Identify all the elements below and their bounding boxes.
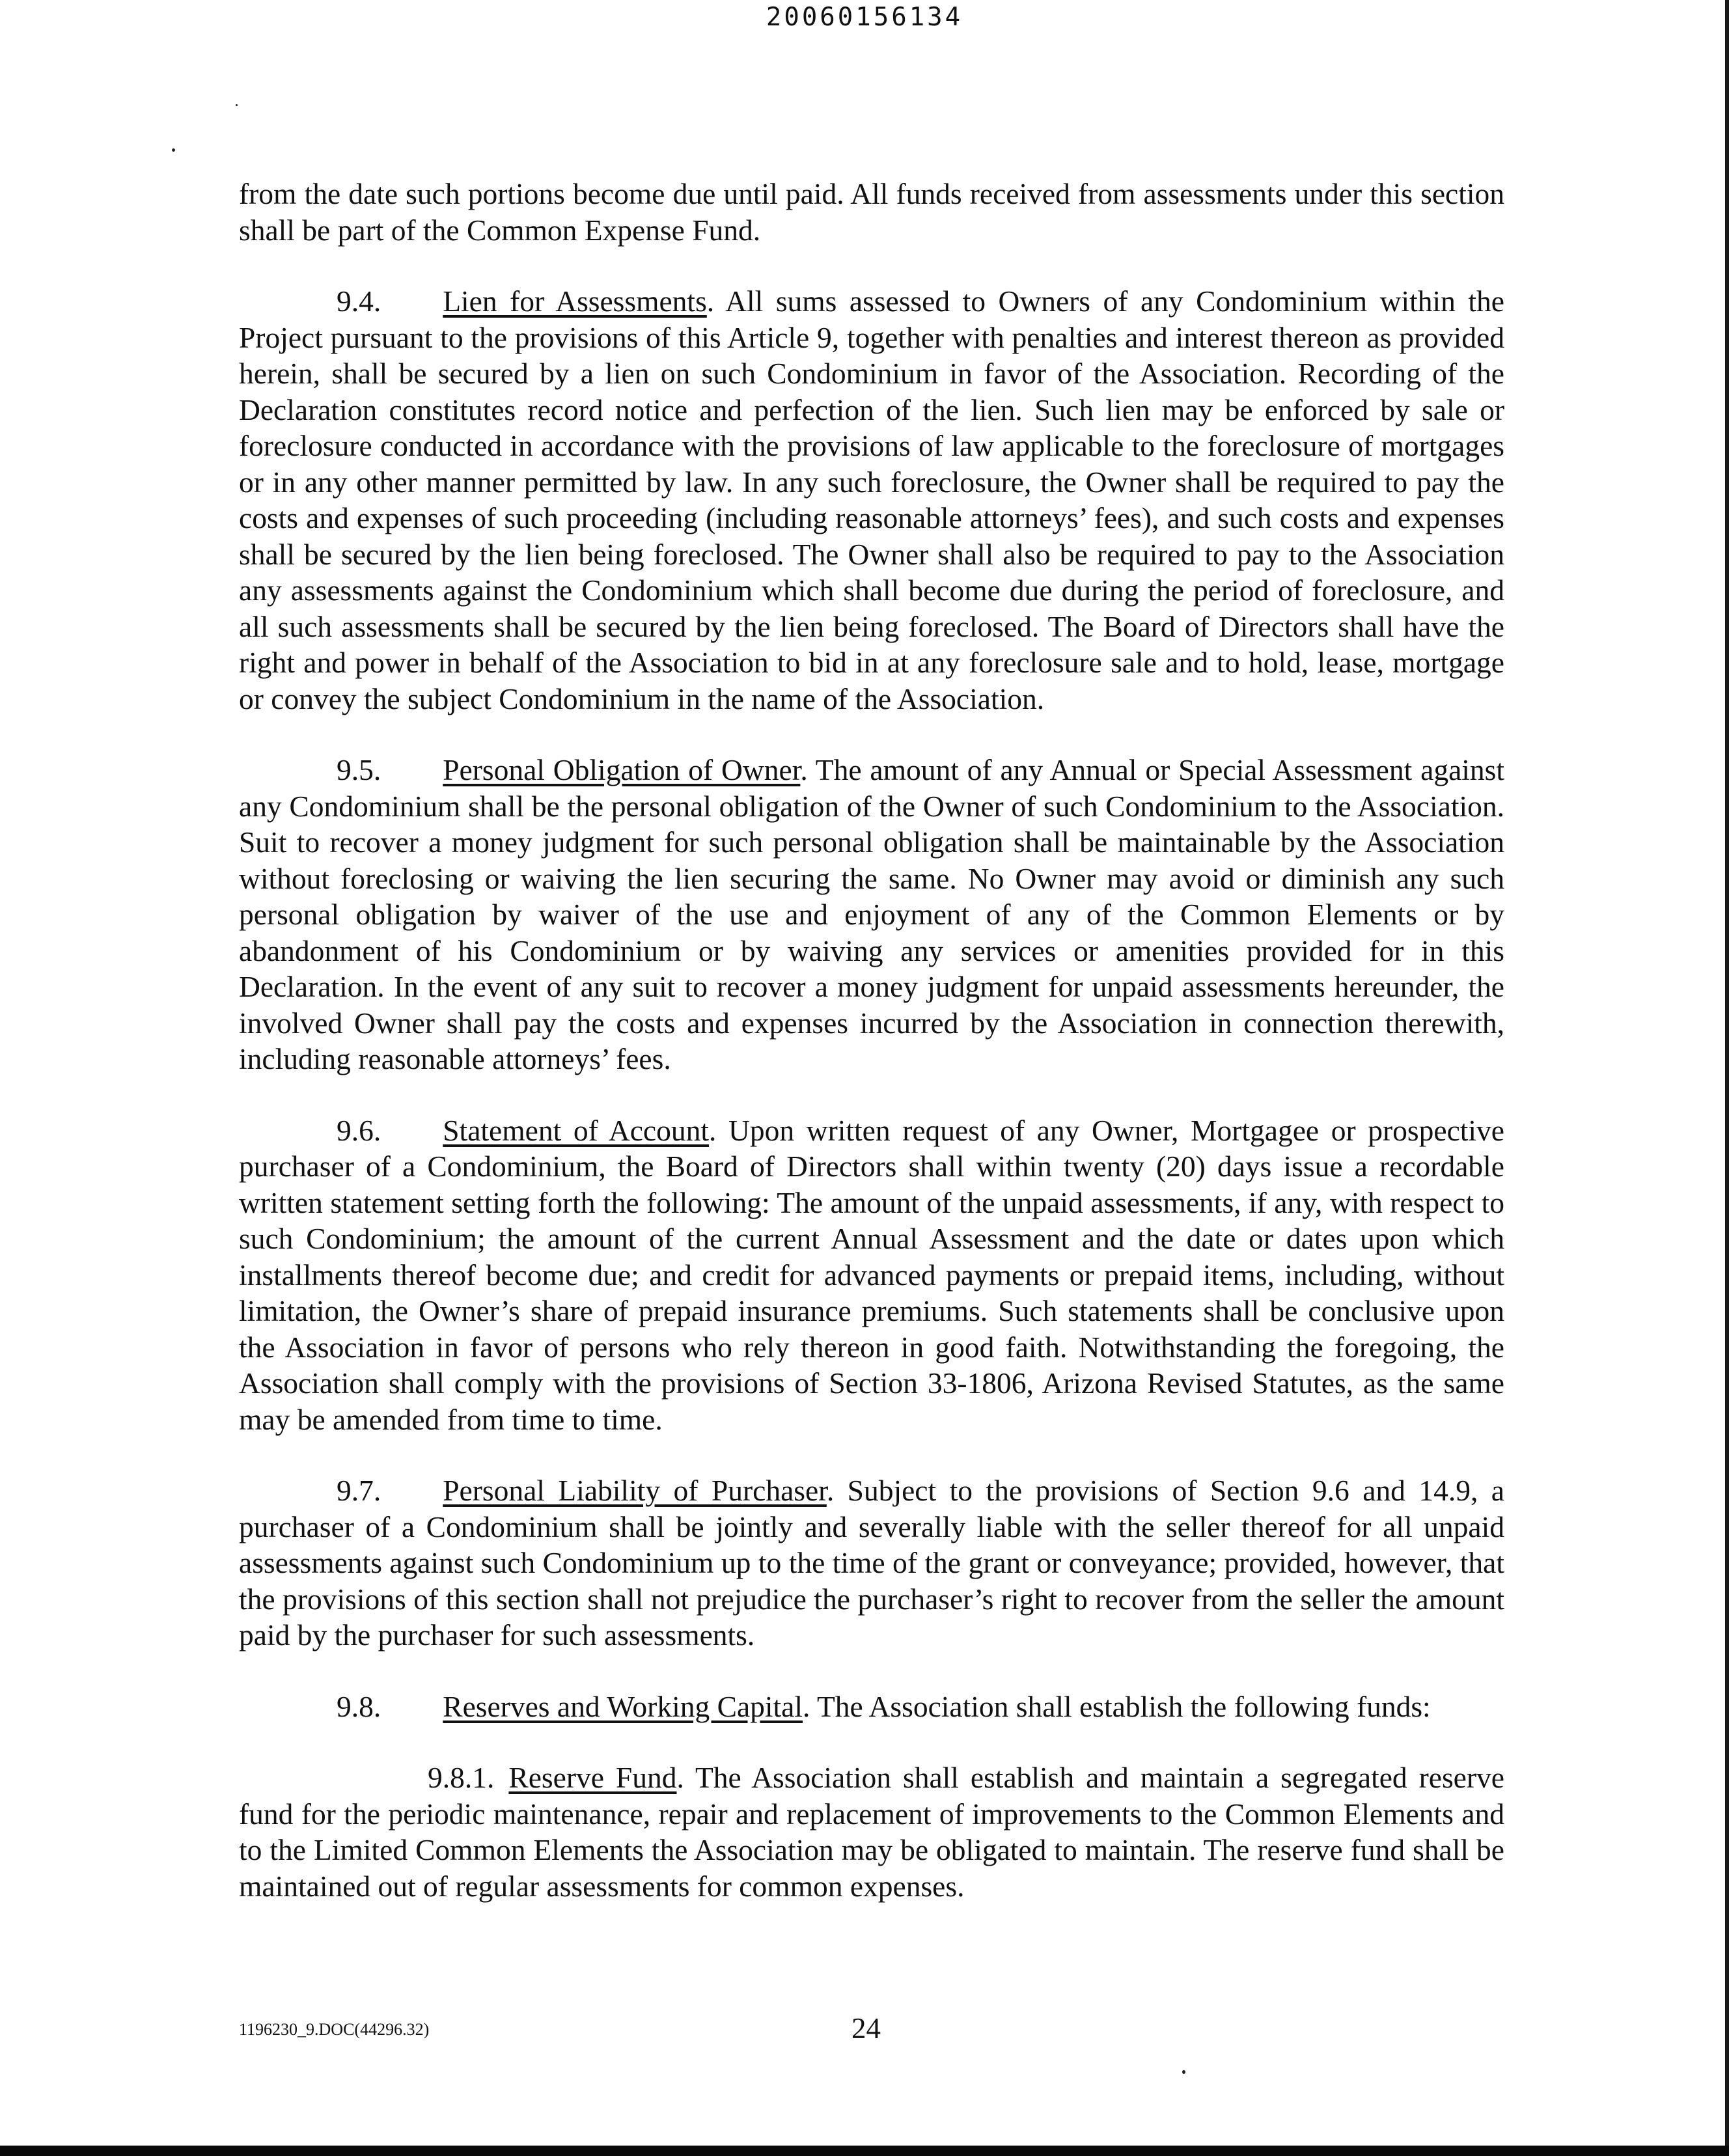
scan-bottom-border	[0, 2146, 1729, 2156]
section-9-8	[239, 1689, 1504, 1725]
scan-speck	[172, 148, 175, 152]
subsection-title: Reserve Fund	[508, 1761, 677, 1794]
section-text: . The amount of any Annual or Special Assessment against any Condominium shall be the personal obligation of the Owner of such Condominium to the Association. Suit to recover a money judgment for such personal obligation shall be maintainable by the Association without foreclosing or waiving the lien securing the same. No Owner may avoid or diminish any such personal obligation by waiver of the use and enjoyment of any of the Common Elements or by abandonment of his Condominium or by waiving any services or amenities provided for in this Declaration. In the event of any suit to recover a money judgment for unpaid assessments hereunder, the involved Owner shall pay the costs and expenses incurred by the Association in connection therewith, including reasonable attorneys’ fees.	[239, 753, 1504, 1075]
scan-edge-border	[1725, 0, 1729, 2156]
intro-paragraph: from the date such portions become due until paid. All funds received from assessments under this section shall be part of the Common Expense Fund.	[239, 177, 1504, 247]
section-title: Statement of Account	[443, 1113, 709, 1147]
section-title: Personal Obligation of Owner	[443, 753, 801, 786]
document-body	[239, 176, 1504, 1939]
scan-speck	[1182, 2070, 1185, 2074]
subsection-9-8-1	[239, 1760, 1504, 1904]
section-9-5	[239, 752, 1504, 1077]
section-number: 9.5.	[337, 753, 381, 786]
section-number: 9.7.	[337, 1474, 381, 1507]
page-number: 24	[851, 2012, 881, 2045]
section-number: 9.6.	[337, 1113, 381, 1147]
section-number: 9.8.	[337, 1689, 381, 1723]
section-9-7	[239, 1472, 1504, 1653]
subsection-number: 9.8.1.	[428, 1761, 495, 1794]
scan-speck	[236, 104, 238, 106]
section-title: Personal Liability of Purchaser	[443, 1474, 827, 1507]
section-title: Reserves and Working Capital	[443, 1689, 803, 1723]
section-text: . All sums assessed to Owners of any Condominium within the Project pursuant to the provisions of this Article 9, together with penalties and interest thereon as provided herein, shall be secured by a lien on such Condominium in favor of the Association. Recording of the Declaration constitutes record notice and perfection of the lien. Such lien may be enforced by sale or foreclosure conducted in accordance with the provisions of law applicable to the foreclosure of mortgages or in any other manner permitted by law. In any such foreclosure, the Owner shall be required to pay the costs and expenses of such proceeding (including reasonable attorneys’ fees), and such costs and expenses shall be secured by the lien being foreclosed. The Owner shall also be required to pay to the Association any assessments against the Condominium which shall become due during the period of foreclosure, and all such assessments shall be secured by the lien being foreclosed. The Board of Directors shall have the right and power in behalf of the Association to bid in at any foreclosure sale and to hold, lease, mortgage or convey the subject Condominium in the name of the Association.	[239, 284, 1504, 715]
document-number: 20060156134	[766, 3, 963, 32]
subsection-text: . The Association shall establish and maintain a segregated reserve fund for the periodic maintenance, repair and replacement of improvements to the Common Elements and to the Limited Common Elements the Association may be obligated to maintain. The reserve fund shall be maintained out of regular assessments for common expenses.	[239, 1761, 1504, 1903]
section-text: . Subject to the provisions of Section 9.6 and 14.9, a purchaser of a Condominium shall be jointly and severally liable with the seller thereof for all unpaid assessments against such Condominium up to the time of the grant or conveyance; provided, however, that the provisions of this section shall not prejudice the purchaser’s right to recover from the seller the amount paid by the purchaser for such assessments.	[239, 1474, 1505, 1652]
section-9-4	[239, 283, 1504, 717]
section-text: . Upon written request of any Owner, Mortgagee or prospective purchaser of a Condominium, the Board of Directors shall within twenty (20) days issue a recordable written statement setting forth the following: The amount of the unpaid assessments, if any, with respect to such Condominium; the amount of the current Annual Assessment and the date or dates upon which installments thereof become due; and credit for advanced payments or prepaid items, including, without limitation, the Owner’s share of prepaid insurance premiums. Such statements shall be conclusive upon the Association in favor of persons who rely thereon in good faith. Notwithstanding the foregoing, the Association shall comply with the provisions of Section 33-1806, Arizona Revised Statutes, as the same may be amended from time to time.	[239, 1113, 1504, 1436]
section-number: 9.4.	[337, 284, 381, 318]
footer-doc-id: 1196230_9.DOC(44296.32)	[239, 2020, 430, 2039]
section-9-6	[239, 1113, 1504, 1438]
section-text: . The Association shall establish the following funds:	[803, 1689, 1431, 1723]
section-title: Lien for Assessments	[443, 284, 707, 318]
